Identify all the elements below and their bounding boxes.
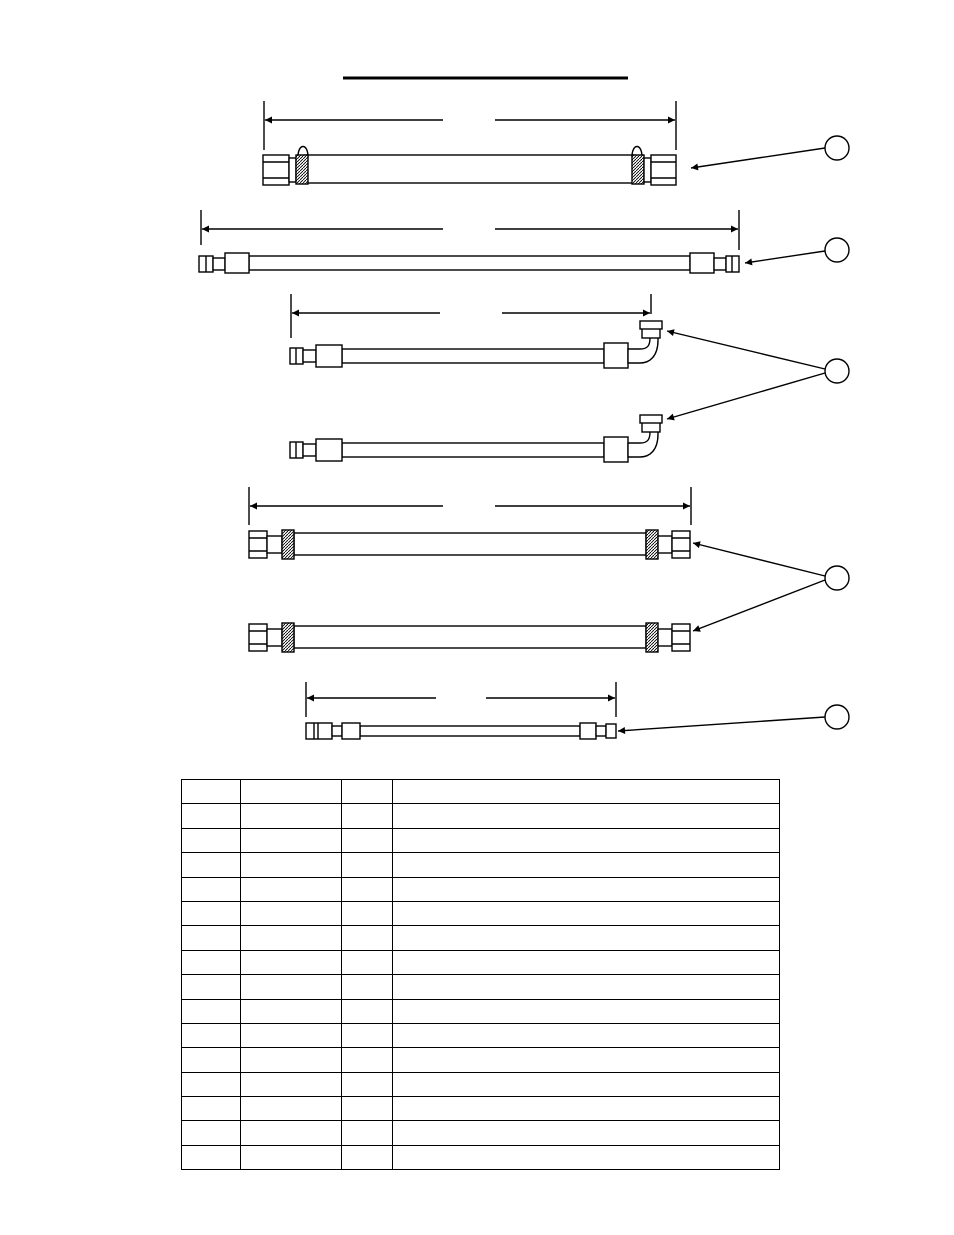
qty-cell bbox=[342, 804, 393, 828]
hose-1 bbox=[263, 101, 825, 185]
part-number-cell bbox=[241, 1097, 342, 1121]
item-cell bbox=[182, 926, 241, 950]
description-cell bbox=[393, 950, 780, 974]
hose-3 bbox=[290, 294, 825, 369]
part-number-cell bbox=[241, 1072, 342, 1096]
qty-cell bbox=[342, 1023, 393, 1047]
table-row bbox=[182, 804, 780, 828]
description-cell bbox=[393, 828, 780, 852]
table-row bbox=[182, 828, 780, 852]
qty-cell bbox=[342, 999, 393, 1023]
part-number-cell bbox=[241, 853, 342, 877]
table-row bbox=[182, 877, 780, 901]
table-row bbox=[182, 853, 780, 877]
item-cell bbox=[182, 804, 241, 828]
description-cell bbox=[393, 1023, 780, 1047]
table-row bbox=[182, 1048, 780, 1072]
qty-cell bbox=[342, 901, 393, 925]
item-cell bbox=[182, 901, 241, 925]
description-cell bbox=[393, 804, 780, 828]
item-cell bbox=[182, 975, 241, 999]
description-cell bbox=[393, 780, 780, 804]
table-row bbox=[182, 950, 780, 974]
part-number-cell bbox=[241, 926, 342, 950]
hose-5 bbox=[249, 487, 825, 576]
description-cell bbox=[393, 999, 780, 1023]
item-cell bbox=[182, 1023, 241, 1047]
qty-cell bbox=[342, 926, 393, 950]
callout-balloon-4 bbox=[825, 566, 849, 590]
part-number-cell bbox=[241, 877, 342, 901]
table-row bbox=[182, 780, 780, 804]
hose-2 bbox=[199, 210, 825, 273]
qty-cell bbox=[342, 1048, 393, 1072]
part-number-cell bbox=[241, 828, 342, 852]
description-cell bbox=[393, 877, 780, 901]
qty-cell bbox=[342, 780, 393, 804]
parts-list-table bbox=[181, 779, 780, 1170]
item-cell bbox=[182, 1145, 241, 1169]
part-number-cell bbox=[241, 1145, 342, 1169]
description-cell bbox=[393, 1121, 780, 1145]
qty-cell bbox=[342, 877, 393, 901]
qty-cell bbox=[342, 1097, 393, 1121]
table-row bbox=[182, 901, 780, 925]
item-cell bbox=[182, 999, 241, 1023]
part-number-cell bbox=[241, 975, 342, 999]
table-row bbox=[182, 1121, 780, 1145]
description-cell bbox=[393, 853, 780, 877]
description-cell bbox=[393, 1097, 780, 1121]
table-row bbox=[182, 1145, 780, 1169]
qty-cell bbox=[342, 828, 393, 852]
part-number-cell bbox=[241, 780, 342, 804]
item-cell bbox=[182, 853, 241, 877]
item-cell bbox=[182, 950, 241, 974]
callout-balloon-5 bbox=[825, 705, 849, 729]
item-cell bbox=[182, 877, 241, 901]
description-cell bbox=[393, 901, 780, 925]
callout-balloon-1 bbox=[825, 136, 849, 160]
qty-cell bbox=[342, 1072, 393, 1096]
description-cell bbox=[393, 975, 780, 999]
description-cell bbox=[393, 1048, 780, 1072]
table-row bbox=[182, 1097, 780, 1121]
item-cell bbox=[182, 1072, 241, 1096]
hose-6 bbox=[249, 580, 825, 652]
part-number-cell bbox=[241, 999, 342, 1023]
item-cell bbox=[182, 1048, 241, 1072]
table-row bbox=[182, 1023, 780, 1047]
qty-cell bbox=[342, 1121, 393, 1145]
part-number-cell bbox=[241, 901, 342, 925]
item-cell bbox=[182, 828, 241, 852]
part-number-cell bbox=[241, 1048, 342, 1072]
part-number-cell bbox=[241, 804, 342, 828]
hose-7 bbox=[306, 682, 825, 739]
description-cell bbox=[393, 1072, 780, 1096]
description-cell bbox=[393, 1145, 780, 1169]
hose-4 bbox=[290, 373, 825, 462]
part-number-cell bbox=[241, 950, 342, 974]
part-number-cell bbox=[241, 1023, 342, 1047]
qty-cell bbox=[342, 1145, 393, 1169]
item-cell bbox=[182, 1121, 241, 1145]
table-row bbox=[182, 975, 780, 999]
qty-cell bbox=[342, 853, 393, 877]
callout-balloon-2 bbox=[825, 238, 849, 262]
table-row bbox=[182, 926, 780, 950]
qty-cell bbox=[342, 975, 393, 999]
table-row bbox=[182, 1072, 780, 1096]
item-cell bbox=[182, 780, 241, 804]
item-cell bbox=[182, 1097, 241, 1121]
callout-balloon-3 bbox=[825, 359, 849, 383]
description-cell bbox=[393, 926, 780, 950]
qty-cell bbox=[342, 950, 393, 974]
table-row bbox=[182, 999, 780, 1023]
part-number-cell bbox=[241, 1121, 342, 1145]
